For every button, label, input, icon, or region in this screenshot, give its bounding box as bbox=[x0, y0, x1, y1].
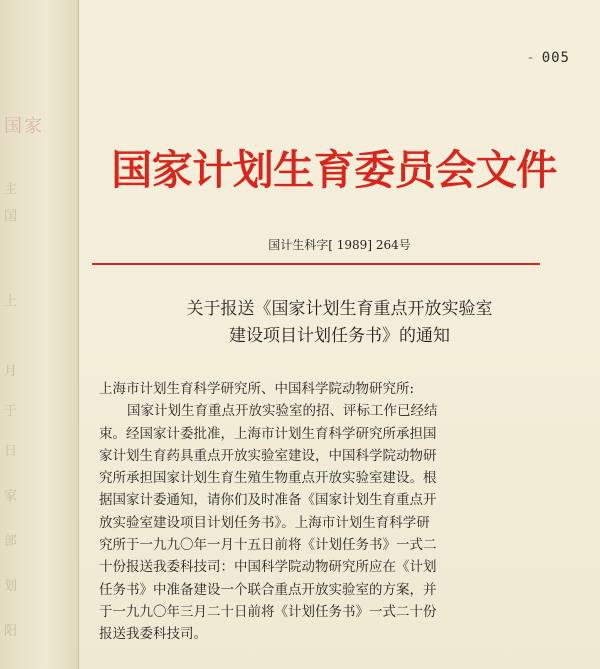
document-number-value: 005 bbox=[541, 50, 570, 66]
body-line: 家计划生育药具重点开放实验室建设，中国科学院动物研 bbox=[99, 447, 437, 464]
body-line: 上海市计划生育科学研究所、中国科学院动物研究所: bbox=[99, 381, 415, 397]
subject-line: 建设项目计划任务书》的通知 bbox=[229, 326, 450, 346]
document-number bbox=[526, 50, 570, 66]
issuing-authority-header: 国家计划生育委员会文件 bbox=[111, 146, 557, 194]
body-line: 究所于一九九〇年一月十五日前将《计划任务书》一式二 bbox=[99, 537, 437, 554]
red-divider-line bbox=[92, 263, 540, 265]
body-line: 国家计划生育重点开放实验室的招、评标工作已经结 bbox=[127, 403, 438, 420]
document-page bbox=[79, 0, 600, 669]
subject-line: 关于报送《国家计划生育重点开放实验室 bbox=[186, 299, 493, 319]
body-line: 放实验室建设项目计划任务书》。上海市计划生育科学研 bbox=[99, 514, 430, 531]
body-line: 束。经国家计委批准，上海市计划生育科学研究所承担国 bbox=[99, 425, 437, 442]
body-line: 十份报送我委科技司：中国科学院动物研究所应在《计划 bbox=[99, 559, 437, 576]
dash-mark: - bbox=[526, 50, 536, 66]
body-line: 究所承担国家计划生育生殖生物重点开放实验室建设。根 bbox=[99, 470, 437, 487]
reference-number: 国计生科字[ 1989] 264号 bbox=[268, 238, 411, 252]
body-line: 任务书》中准备建设一个联合重点开放实验室的方案，并 bbox=[99, 581, 437, 598]
subject-title bbox=[79, 296, 600, 350]
body-line: 报送我委科技司。 bbox=[99, 626, 207, 643]
body-line: 于一九九〇年三月二十日前将《计划任务书》一式二十份 bbox=[99, 603, 437, 620]
adjacent-page-edge: 国家 主 国 上 月 于 日 家 部 划 阳 bbox=[0, 0, 79, 669]
body-text bbox=[99, 378, 579, 646]
body-line: 据国家计委通知，请你们及时准备《国家计划生育重点开 bbox=[99, 492, 437, 509]
